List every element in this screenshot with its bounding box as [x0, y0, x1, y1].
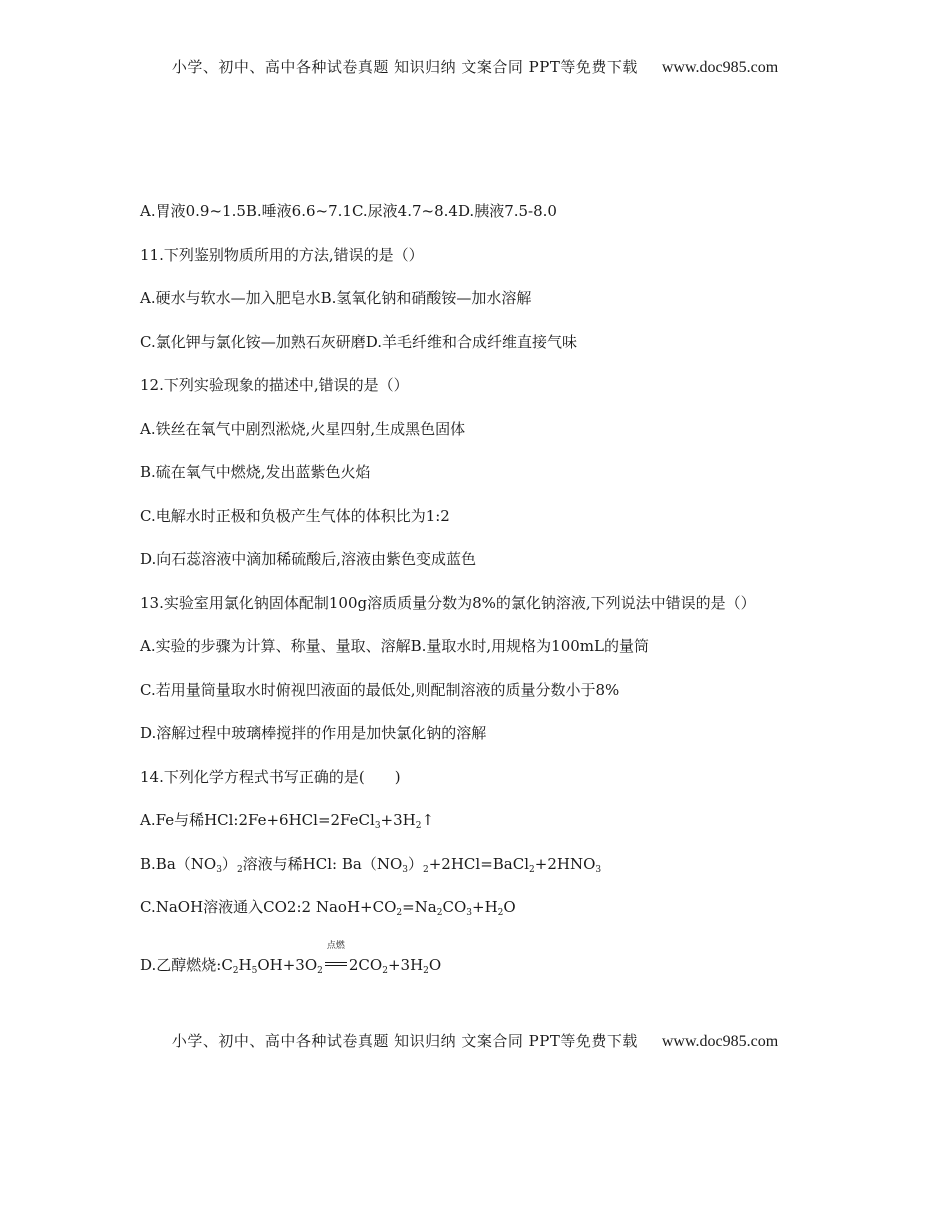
- reaction-condition-label: 点燃: [326, 940, 345, 951]
- question-14-stem: 14.下列化学方程式书写正确的是( ): [140, 767, 401, 786]
- footer-url[interactable]: www.doc985.com: [661, 1033, 779, 1050]
- question-11-stem: 11.下列鉴别物质所用的方法,错误的是（）: [140, 245, 424, 264]
- question-13-stem: 13.实验室用氯化钠固体配制100g溶质质量分数为8%的氯化钠溶液,下列说法中错误的是（）: [140, 593, 756, 612]
- question-10-options: A.胃液0.9~1.5B.唾液6.6~7.1C.尿液4.7~8.4D.胰液7.5-8.0: [140, 202, 557, 220]
- question-13-option-d: D.溶解过程中玻璃棒搅拌的作用是加快氯化钠的溶解: [140, 724, 487, 742]
- up-arrow-symbol: ↑: [421, 811, 435, 829]
- header-text: 小学、初中、高中各种试卷真题 知识归纳 文案合同 PPT等免费下载: [171, 58, 638, 76]
- page-header: [0, 56, 950, 77]
- question-14-option-a: A.Fe与稀$HCl:2Fe+6HCl=2FeCl_3+3H_2↑$: [140, 811, 435, 831]
- question-11-options-ab: A.硬水与软水—加入肥皂水B.氢氧化钠和硝酸铵—加水溶解: [140, 289, 532, 307]
- header-url[interactable]: www.doc985.com: [661, 59, 779, 76]
- question-12-stem: 12.下列实验现象的描述中,错误的是（）: [140, 376, 409, 394]
- question-14-option-b: $B.Ba(NO_3)_2$溶液与稀HCl: $Ba(NO_3)_2+2HCl=BaCl_2+2HNO_3$: [140, 854, 602, 875]
- question-12-option-b: B.硫在氧气中燃烧,发出蓝紫色火焰: [140, 463, 371, 481]
- question-13-options-ab: A.实验的步骤为计算、称量、量取、溶解B.量取水时,用规格为100mL的量筒: [140, 637, 649, 655]
- question-13-option-c: C.若用量筒量取水时俯视凹液面的最低处,则配制溶液的质量分数小于8%: [140, 680, 620, 699]
- question-12-option-d: D.向石蕊溶液中滴加稀硫酸后,溶液由紫色变成蓝色: [140, 550, 477, 568]
- question-12-option-a: A.铁丝在氧气中剧烈淞烧,火星四射,生成黑色固体: [140, 419, 466, 438]
- question-14-option-d: D.乙醇燃烧$:C_2H_5OH+3O_2$ 点燃 $2CO_2+3H_2O$: [140, 940, 442, 976]
- question-content: [140, 201, 920, 998]
- footer-text: 小学、初中、高中各种试卷真题 知识归纳 文案合同 PPT等免费下载: [171, 1032, 638, 1050]
- page-footer: [0, 1030, 950, 1051]
- question-12-option-c: C.电解水时正极和负极产生气体的体积比为1:2: [140, 506, 450, 525]
- question-14-option-c: C.NaOH溶液通入CO2:2 $NaoH+CO_2=Na_2CO_3+H_2O$: [140, 898, 516, 918]
- question-11-options-cd: C.氯化钾与氯化铵—加熟石灰研磨D.羊毛纤维和合成纤维直接气味: [140, 332, 577, 351]
- reaction-condition-equals: [325, 940, 347, 972]
